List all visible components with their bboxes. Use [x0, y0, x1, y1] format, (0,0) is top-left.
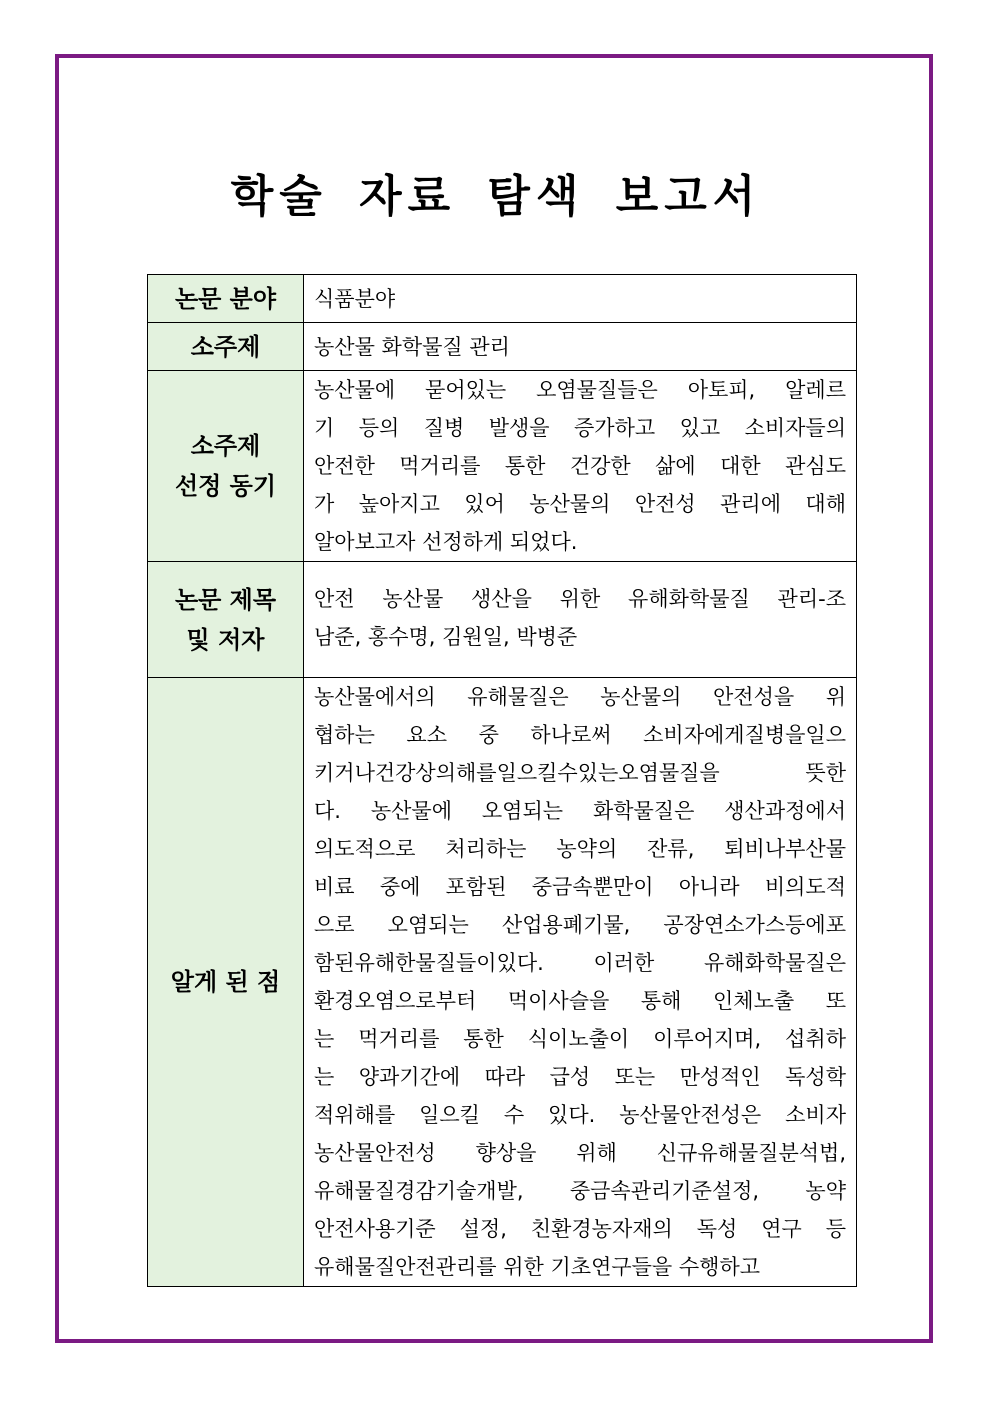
- value-line: 환경오염으로부터 먹이사슬을 통해 인체노출 또: [314, 989, 846, 1013]
- row-label-text: 논문 분야: [174, 284, 277, 313]
- value-line: 알아보고자 선정하게 되었다.: [314, 530, 578, 554]
- value-line: 남준, 홍수명, 김원일, 박병준: [314, 624, 578, 649]
- row-value: [304, 323, 857, 371]
- value-line: 농산물안전성 향상을 위해 신규유해물질분석법,: [314, 1141, 846, 1165]
- report-table: [147, 274, 857, 1287]
- row-label-text: 소주제: [190, 432, 261, 460]
- row-value: [304, 678, 857, 1287]
- row-label: [148, 562, 304, 678]
- value-line: 키거나건강상의해를일으킬수있는오염물질을 뜻한: [314, 761, 846, 785]
- value-line: 협하는 요소 중 하나로써 소비자에게질병을일으: [314, 723, 846, 747]
- value-line: 농산물에서의 유해물질은 농산물의 안전성을 위: [314, 685, 846, 709]
- value-line: 의도적으로 처리하는 농약의 잔류, 퇴비나부산물: [314, 837, 846, 861]
- value-line: 다. 농산물에 오염되는 화학물질은 생산과정에서: [314, 799, 846, 823]
- row-label-text: 및 저자: [186, 625, 265, 654]
- value-line: 유해물질경감기술개발, 중금속관리기준설정, 농약: [314, 1179, 846, 1203]
- row-label-text: 선정 동기: [174, 472, 277, 500]
- value-line: 안전한 먹거리를 통한 건강한 삶에 대한 관심도: [314, 454, 846, 478]
- row-learned: [148, 678, 857, 1287]
- row-value: [304, 562, 857, 678]
- row-label-text: 논문 제목: [174, 585, 277, 614]
- row-label: [148, 323, 304, 371]
- value-line: 는 먹거리를 통한 식이노출이 이루어지며, 섭취하: [314, 1027, 846, 1051]
- value-line: 농산물 화학물질 관리: [314, 334, 510, 359]
- row-label: [148, 275, 304, 323]
- value-line: 유해물질안전관리를 위한 기초연구들을 수행하고: [314, 1255, 761, 1279]
- row-label-text: 소주제: [190, 332, 261, 361]
- value-line: 는 양과기간에 따라 급성 또는 만성적인 독성학: [314, 1065, 846, 1089]
- value-line: 으로 오염되는 산업용폐기물, 공장연소가스등에포: [314, 913, 846, 937]
- value-line: 안전 농산물 생산을 위한 유해화학물질 관리-조: [314, 586, 846, 611]
- value-line: 비료 중에 포함된 중금속뿐만이 아니라 비의도적: [314, 875, 846, 899]
- row-label: [148, 371, 304, 562]
- row-value: [304, 275, 857, 323]
- row-title-author: [148, 562, 857, 678]
- value-line: 식품분야: [314, 286, 396, 311]
- row-label: [148, 678, 304, 1287]
- row-motivation: [148, 371, 857, 562]
- row-subtopic: [148, 323, 857, 371]
- row-paper-field: [148, 275, 857, 323]
- value-line: 함된유해한물질들이있다. 이러한 유해화학물질은: [314, 951, 846, 975]
- row-label-text: 알게 된 점: [170, 968, 281, 996]
- value-line: 안전사용기준 설정, 친환경농자재의 독성 연구 등: [314, 1217, 846, 1241]
- value-line: 기 등의 질병 발생을 증가하고 있고 소비자들의: [314, 416, 846, 440]
- value-line: 가 높아지고 있어 농산물의 안전성 관리에 대해: [314, 492, 846, 516]
- value-line: 적위해를 일으킬 수 있다. 농산물안전성은 소비자: [314, 1103, 846, 1127]
- value-line: 농산물에 묻어있는 오염물질들은 아토피, 알레르: [314, 378, 846, 402]
- row-value: [304, 371, 857, 562]
- page-title: 학술 자료 탐색 보고서: [230, 171, 762, 222]
